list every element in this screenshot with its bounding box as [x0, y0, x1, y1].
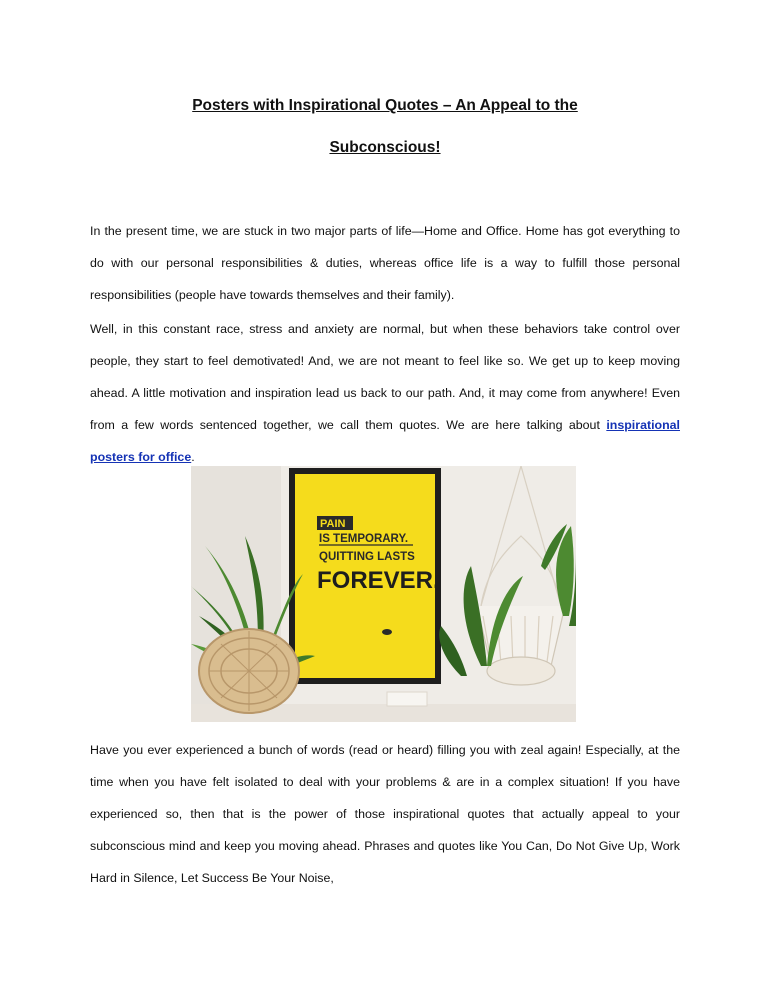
rattan-chair: [199, 629, 299, 713]
document-title-line-1: Posters with Inspirational Quotes – An Appeal to the: [192, 97, 578, 114]
poster-text-3: QUITTING LASTS: [319, 551, 415, 563]
inspirational-posters-link[interactable]: inspirational posters for office: [90, 418, 680, 464]
paragraph-motivation: [90, 313, 680, 473]
paragraph-motivation-end: .: [191, 450, 195, 464]
paragraph-zeal: Have you ever experienced a bunch of words (read or heard) filling you with zeal again! Especially, at the time when you have felt isolated to deal with your problems & are in a complex situation! If you have experienced so, then that is the power of those inspirational quotes that actually appeal to your subconscious mind and keep you moving ahead. Phrases and quotes like You Can, Do Not Give Up, Work Hard in Silence, Let Success Be Your Noise,: [90, 743, 680, 885]
poster-text-2: IS TEMPORARY.: [319, 533, 409, 545]
poster-text-1: PAIN: [320, 518, 346, 530]
side-table: [387, 692, 427, 706]
poster-text-4: FOREVER.: [317, 567, 440, 594]
document-title-line-2: Subconscious!: [329, 139, 441, 156]
poster-logo-icon: [382, 629, 392, 635]
poster-room-image: [191, 466, 576, 722]
paragraph-intro: In the present time, we are stuck in two major parts of life—Home and Office. Home has got everything to do with our personal responsibilities & duties, whereas office life is a way to fulfill those personal responsibilities (people have towards themselves and their family).: [90, 224, 680, 302]
poster-room-illustration: [191, 466, 576, 722]
paragraph-motivation-text: Well, in this constant race, stress and anxiety are normal, but when these behaviors take control over people, they start to feel demotivated! And, we are not meant to feel like so. We get up to keep moving ahead. A little motivation and inspiration lead us back to our path. And, it may come from anywhere! Even from a few words sentenced together, we call them quotes. We are here talking about: [90, 322, 680, 432]
